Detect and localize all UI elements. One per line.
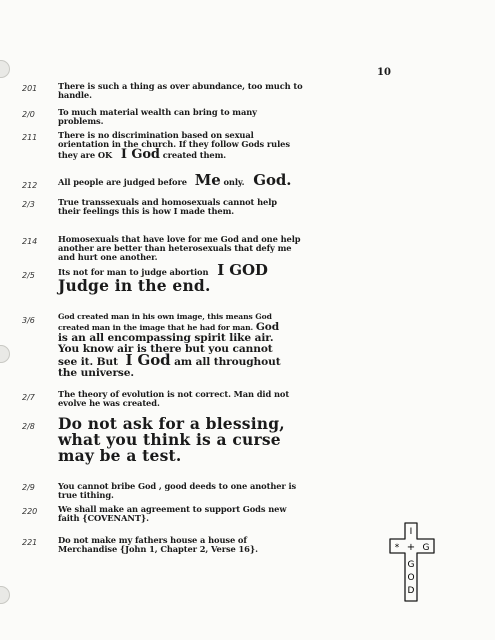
entry-number: 201 <box>22 84 38 93</box>
entry-number: 2/5 <box>22 271 35 280</box>
entry-212: All people are judged before Me only. God. <box>58 171 292 189</box>
entry-219: You cannot bribe God , good deeds to one another is true tithing. <box>58 481 297 501</box>
entry-316: God created man in his own image, this means God created man in the image that he had for man. God is an all encompassing spirit like air. You know air is there but you cannot see it. But I God am all throughout the universe. <box>58 312 281 380</box>
entry-number: 212 <box>22 181 38 190</box>
entry-220: We shall make an agreement to support Gods new faith {COVENANT}. <box>58 504 287 524</box>
entry-214: Homosexuals that have love for me God and one help another are better than heterosexuals that defy me and hurt one another. <box>58 234 301 263</box>
entry-211: There is no discrimination based on sexual orientation in the church. If they follow Gods rules they are OK I God created them. <box>58 130 290 163</box>
entry-number: 2/7 <box>22 393 35 402</box>
entry-number: 2/8 <box>22 422 35 431</box>
entry-210: To much material wealth can bring to many problems. <box>58 107 257 127</box>
entry-number: 211 <box>22 133 38 142</box>
entry-number: 2/3 <box>22 200 35 209</box>
entry-215: Its not for man to judge abortion I GOD Judge in the end. <box>58 261 268 296</box>
entry-201: There is such a thing as over abundance, too much to handle. <box>58 81 303 101</box>
entry-217: The theory of evolution is not correct. Man did not evolve he was created. <box>58 389 290 409</box>
punch-hole <box>0 60 10 78</box>
entry-number: 2/9 <box>22 483 35 492</box>
entry-number: 214 <box>22 237 38 246</box>
cross-drawing <box>388 521 436 603</box>
svg-text:G: G <box>422 543 430 553</box>
entry-number: 220 <box>22 507 38 516</box>
entry-221: Do not make my fathers house a house of Merchandise {John 1, Chapter 2, Verse 16}. <box>58 535 258 555</box>
punch-hole <box>0 345 10 363</box>
entry-number: 3/6 <box>22 316 35 325</box>
svg-text:O: O <box>407 573 415 583</box>
svg-text:G: G <box>407 560 415 570</box>
entry-number: 221 <box>22 538 38 547</box>
punch-hole <box>0 586 10 604</box>
entry-218: Do not ask for a blessing, what you think is a curse may be a test. <box>58 414 285 465</box>
entry-number: 2/0 <box>22 110 35 119</box>
svg-text:D: D <box>407 586 415 596</box>
svg-text:+: + <box>406 542 416 553</box>
svg-text:I: I <box>409 527 413 537</box>
entry-213: True transsexuals and homosexuals cannot help their feelings this is how I made them. <box>58 197 277 217</box>
page-number: 10 <box>377 67 391 78</box>
svg-text:*: * <box>394 543 400 553</box>
